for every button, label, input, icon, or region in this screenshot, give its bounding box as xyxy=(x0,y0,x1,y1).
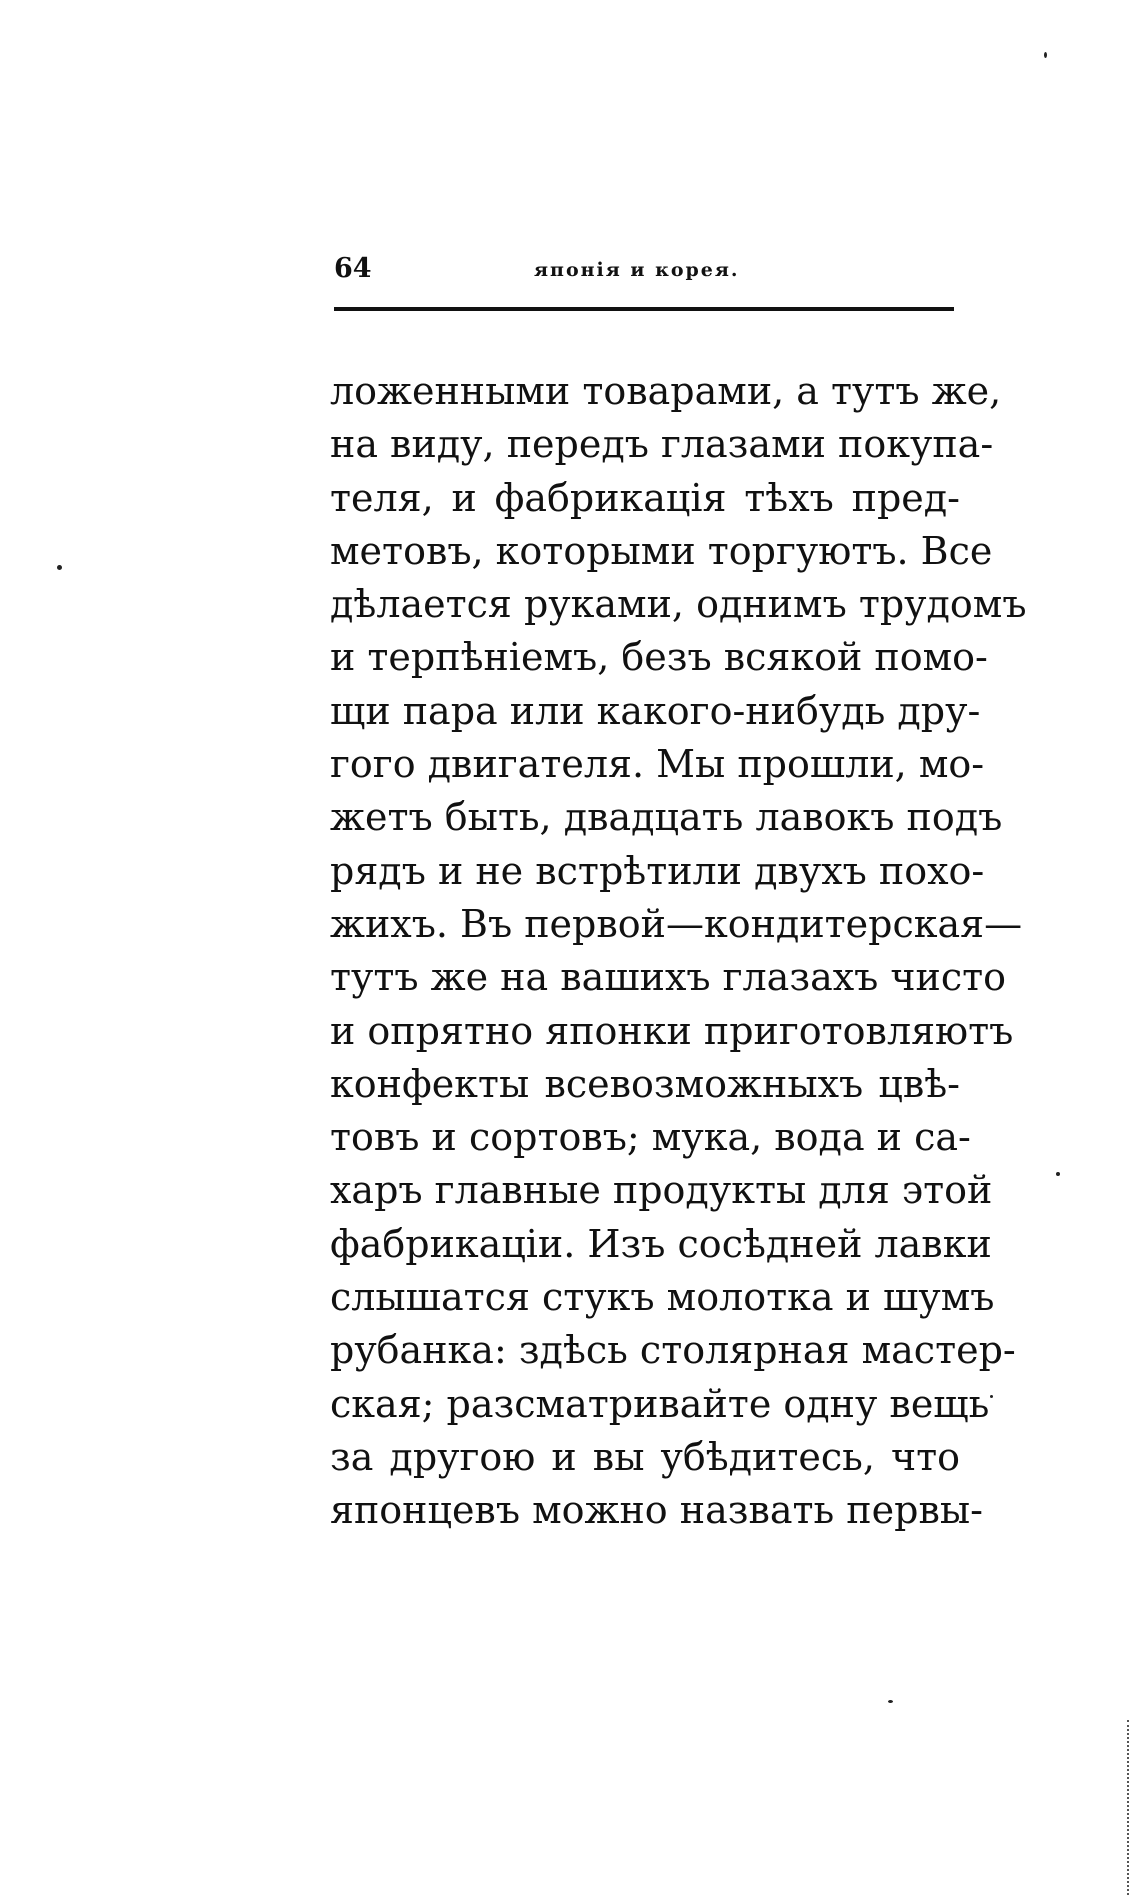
scan-speck xyxy=(990,1395,993,1398)
header-rule xyxy=(334,307,954,311)
text-line: слышатся стукъ молотка и шумъ xyxy=(330,1275,995,1320)
text-line: за другою и вы убѣдитесь, что xyxy=(330,1434,960,1479)
text-line: ложенными товарами, а тутъ же, xyxy=(330,369,1002,413)
page-number: 64 xyxy=(334,253,372,284)
text-line: жихъ. Въ первой—кондитерская— xyxy=(330,901,1023,946)
text-line: и опрятно японки приготовляютъ xyxy=(330,1008,1014,1053)
body-text xyxy=(330,365,1027,1538)
text-line: товъ и сортовъ; мука, вода и са- xyxy=(330,1115,971,1160)
text-line: рядъ и не встрѣтили двухъ похо- xyxy=(330,848,985,893)
text-line: жетъ быть, двадцать лавокъ подъ xyxy=(330,795,1003,840)
text-line: щи пара или какого-нибудь дру- xyxy=(330,688,981,733)
running-title: японія и корея. xyxy=(534,259,740,281)
text-line: японцевъ можно назвать первы- xyxy=(330,1488,983,1533)
text-line: дѣлается руками, однимъ трудомъ xyxy=(330,582,1027,627)
text-line: конфекты всевозможныхъ цвѣ- xyxy=(330,1061,960,1106)
text-line: и терпѣніемъ, безъ всякой помо- xyxy=(330,635,988,680)
scan-speck xyxy=(888,1700,893,1703)
text-line: на виду, передъ глазами покупа- xyxy=(330,422,994,467)
text-line: гого двигателя. Мы прошли, мо- xyxy=(330,742,985,787)
text-line: харъ главные продукты для этой xyxy=(330,1168,993,1213)
scan-speck xyxy=(57,565,62,570)
text-line: рубанка: здѣсь столярная мастер- xyxy=(330,1328,1016,1373)
text-line: тутъ же на вашихъ глазахъ чисто xyxy=(330,955,1007,1000)
text-line: теля, и фабрикація тѣхъ пред- xyxy=(330,475,960,520)
scan-edge-marks xyxy=(1127,1720,1133,1895)
text-line: метовъ, которыми торгуютъ. Все xyxy=(330,528,993,573)
scan-speck xyxy=(1056,1172,1060,1176)
text-line: фабрикаціи. Изъ сосѣдней лавки xyxy=(330,1221,992,1266)
page-header xyxy=(334,252,954,286)
text-line: ская; разсматривайте одну вещь xyxy=(330,1381,990,1426)
scan-speck xyxy=(1044,52,1047,58)
